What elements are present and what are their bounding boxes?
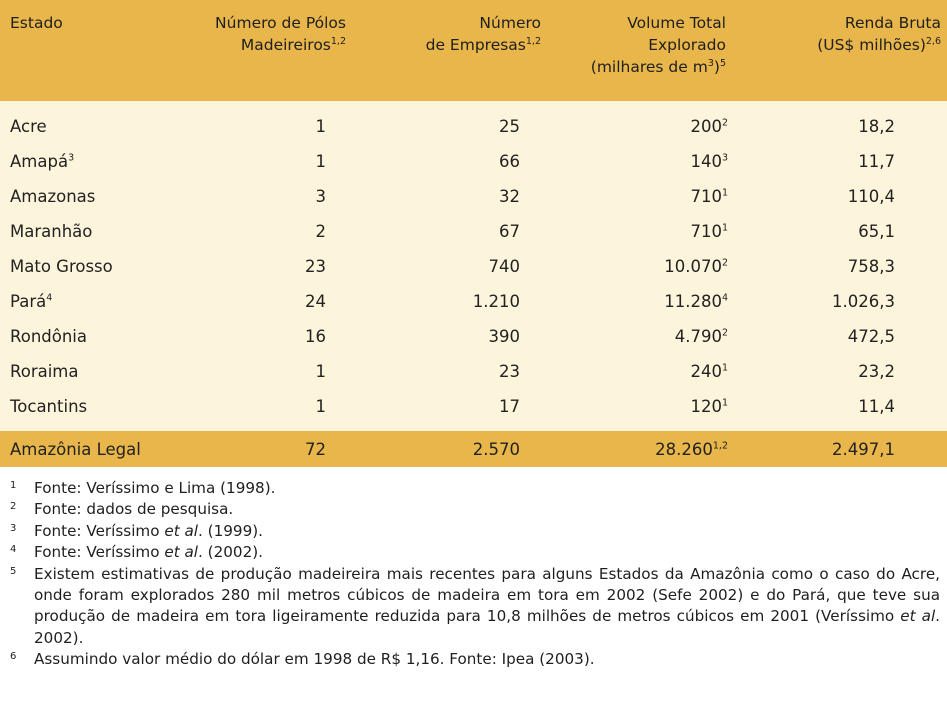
cell-volume-text: 240 — [690, 362, 722, 381]
table-row — [0, 214, 947, 249]
cell-empresas: 66 — [499, 152, 520, 171]
cell-volume — [546, 354, 766, 389]
footnote-part: Existem estimativas de produção madeireira mais recentes para alguns Estados da Amazônia como o caso do Acre, onde foram explorados 280 mil metros cúbicos de madeira em tora em 2002 (Sefe 2002) e do Pará, que teve sua produção de madeira em tora ligeiramente reduzida para 10,8 milhões de metros cúbicos em 2001 (Veríssimo — [34, 564, 940, 626]
cell-estado-sup: 4 — [46, 292, 53, 304]
cell-renda: 758,3 — [847, 257, 895, 276]
footnote — [0, 542, 940, 563]
table-row — [0, 284, 947, 319]
cell-volume — [546, 249, 766, 284]
header-volume-line3 — [546, 56, 726, 78]
cell-volume-sup: 2 — [721, 257, 728, 269]
cell-estado-text: Pará — [10, 292, 47, 311]
cell-volume — [546, 101, 766, 144]
cell-volume — [546, 284, 766, 319]
cell-estado-text: Acre — [10, 117, 47, 136]
header-polos — [176, 0, 356, 101]
total-row — [0, 431, 947, 467]
footnotes — [0, 478, 940, 671]
cell-volume-text: 10.070 — [664, 257, 722, 276]
cell-estado-text: Amapá — [10, 152, 69, 171]
footnote — [0, 478, 940, 499]
header-volume-line1: Volume Total — [627, 14, 726, 32]
cell-volume-sup: 2 — [721, 327, 728, 339]
cell-polos: 1 — [315, 362, 326, 381]
table-row — [0, 179, 947, 214]
cell-renda: 1.026,3 — [832, 292, 895, 311]
table-row — [0, 354, 947, 389]
header-polos-line1: Número de Pólos — [215, 14, 346, 32]
cell-empresas: 25 — [499, 117, 520, 136]
footnote — [0, 649, 940, 670]
cell-estado — [0, 389, 176, 424]
cell-renda: 11,7 — [858, 152, 895, 171]
footnote-text — [34, 542, 940, 563]
footnote-part: et al — [164, 521, 198, 540]
footnote-number: 3 — [10, 522, 17, 534]
spacer-cell — [0, 424, 947, 431]
cell-renda: 65,1 — [858, 222, 895, 241]
cell-volume-sup: 1 — [721, 397, 728, 409]
table-header — [0, 0, 947, 101]
header-estado — [0, 0, 176, 101]
cell-volume — [546, 214, 766, 249]
total-polos: 72 — [305, 439, 326, 459]
cell-estado-sup: 3 — [68, 152, 75, 164]
cell-renda: 110,4 — [847, 187, 895, 206]
header-volume-line3-b: ) — [713, 58, 720, 76]
cell-estado-text: Tocantins — [10, 397, 88, 416]
footnote-text — [34, 649, 940, 670]
header-empresas-line2-text: de Empresas — [425, 36, 526, 54]
footnote — [0, 521, 940, 542]
total-volume-text: 28.260 — [655, 439, 713, 459]
footnote-text — [34, 564, 940, 650]
row-spacer — [0, 424, 947, 431]
cell-estado-text: Amazonas — [10, 187, 96, 206]
footnote-part: et al — [900, 607, 936, 626]
table-row — [0, 101, 947, 144]
cell-estado-text: Maranhão — [10, 222, 93, 241]
cell-polos: 2 — [315, 222, 326, 241]
cell-volume-text: 200 — [690, 117, 722, 136]
footnote — [0, 499, 940, 520]
footnote-text — [34, 499, 940, 520]
header-polos-line2 — [176, 34, 346, 56]
cell-volume-sup: 1 — [721, 187, 728, 199]
table-row — [0, 319, 947, 354]
cell-empresas: 1.210 — [472, 292, 520, 311]
table-body — [0, 101, 947, 467]
cell-estado-text: Mato Grosso — [10, 257, 113, 276]
table-row — [0, 249, 947, 284]
header-empresas-line2 — [356, 34, 541, 56]
footnote-part: . (2002). — [198, 543, 263, 562]
cell-volume-text: 11.280 — [664, 292, 722, 311]
header-renda — [766, 0, 947, 101]
header-renda-sup: 2,6 — [925, 35, 941, 47]
cell-volume — [546, 179, 766, 214]
footnote-part: Fonte: dados de pesquisa. — [34, 500, 234, 519]
cell-volume-sup: 2 — [721, 117, 728, 129]
total-volume — [546, 431, 766, 467]
header-empresas-line1: Número — [479, 14, 541, 32]
footnote-part: Fonte: Veríssimo — [34, 543, 165, 562]
header-empresas-sup: 1,2 — [525, 35, 541, 47]
cell-volume-text: 140 — [690, 152, 722, 171]
cell-volume — [546, 144, 766, 179]
cell-estado — [0, 284, 176, 319]
cell-polos: 1 — [315, 117, 326, 136]
header-volume-line3-a: (milhares de m — [590, 58, 708, 76]
cell-volume-sup: 1 — [721, 222, 728, 234]
cell-polos: 3 — [315, 187, 326, 206]
cell-empresas: 740 — [488, 257, 520, 276]
cell-estado — [0, 319, 176, 354]
header-empresas — [356, 0, 546, 101]
header-renda-line2 — [766, 34, 941, 56]
footnote-number: 4 — [10, 544, 17, 556]
cell-volume-text: 710 — [690, 222, 722, 241]
cell-estado — [0, 249, 176, 284]
table-row — [0, 144, 947, 179]
header-volume — [546, 0, 766, 101]
header-row — [0, 0, 947, 101]
footnote-part: . 2002). — [34, 607, 940, 647]
total-volume-sup: 1,2 — [712, 440, 728, 451]
cell-empresas: 17 — [499, 397, 520, 416]
header-renda-line2-text: (US$ milhões) — [817, 36, 926, 54]
footnote-part: Assumindo valor médio do dólar em 1998 de R$ 1,16. Fonte: Ipea (2003). — [34, 650, 595, 669]
header-volume-sup-2: 5 — [719, 57, 726, 69]
footnote-number: 2 — [10, 501, 17, 513]
cell-empresas: 23 — [499, 362, 520, 381]
header-volume-line2: Explorado — [648, 36, 726, 54]
header-estado-text: Estado — [10, 14, 63, 32]
cell-renda: 18,2 — [858, 117, 895, 136]
footnote-number: 5 — [10, 565, 17, 577]
cell-polos: 1 — [315, 397, 326, 416]
cell-renda: 11,4 — [858, 397, 895, 416]
cell-empresas: 32 — [499, 187, 520, 206]
cell-volume-sup: 1 — [721, 362, 728, 374]
footnote-text — [34, 478, 940, 499]
header-polos-sup: 1,2 — [330, 35, 346, 47]
cell-volume-sup: 4 — [721, 292, 728, 304]
footnote-number: 6 — [10, 651, 17, 663]
cell-polos: 1 — [315, 152, 326, 171]
total-estado: Amazônia Legal — [10, 439, 141, 459]
cell-volume — [546, 389, 766, 424]
total-renda: 2.497,1 — [832, 439, 895, 459]
cell-empresas: 67 — [499, 222, 520, 241]
cell-estado — [0, 354, 176, 389]
footnote-number: 1 — [10, 480, 17, 491]
table-row — [0, 389, 947, 424]
header-renda-line1: Renda Bruta — [844, 14, 941, 32]
cell-volume-text: 4.790 — [674, 327, 722, 346]
footnote-part: et al — [164, 543, 198, 562]
cell-volume-text: 120 — [690, 397, 722, 416]
cell-renda: 472,5 — [847, 327, 895, 346]
cell-estado — [0, 101, 176, 144]
cell-estado-text: Rondônia — [10, 327, 87, 346]
cell-empresas: 390 — [488, 327, 520, 346]
cell-estado-text: Roraima — [10, 362, 79, 381]
cell-polos: 24 — [305, 292, 326, 311]
total-empresas: 2.570 — [472, 439, 520, 459]
footnote — [0, 564, 940, 650]
cell-polos: 16 — [305, 327, 326, 346]
cell-estado — [0, 144, 176, 179]
footnote-text — [34, 521, 940, 542]
cell-volume-sup: 3 — [721, 152, 728, 164]
cell-volume — [546, 319, 766, 354]
cell-estado — [0, 214, 176, 249]
cell-renda: 23,2 — [858, 362, 895, 381]
cell-estado — [0, 179, 176, 214]
footnote-part: Fonte: Veríssimo — [34, 521, 165, 540]
header-polos-line2-text: Madeireiros — [240, 36, 331, 54]
footnote-part: Fonte: Veríssimo e Lima (1998). — [34, 479, 276, 497]
cell-polos: 23 — [305, 257, 326, 276]
footnote-part: . (1999). — [198, 521, 263, 540]
header-volume-sup-1: 3 — [707, 57, 714, 69]
cell-volume-text: 710 — [690, 187, 722, 206]
